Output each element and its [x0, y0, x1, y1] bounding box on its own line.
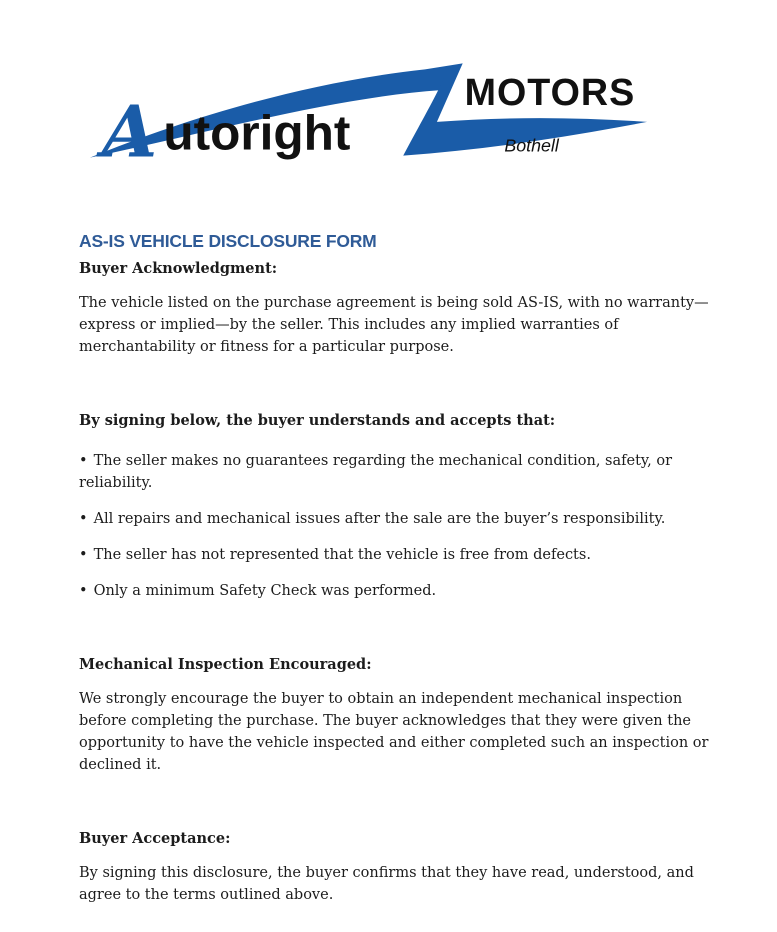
document-content	[0, 230, 719, 906]
document-title: AS-IS VEHICLE DISCLOSURE FORM	[79, 231, 377, 251]
bullet-text: The seller makes no guarantees regarding the mechanical condition, safety, or reliability.	[79, 453, 673, 491]
bullet-item	[79, 580, 719, 602]
bullet-marker: •	[79, 583, 88, 599]
dealership-logo	[88, 60, 653, 160]
logo-location-label: Bothell	[504, 135, 559, 156]
logo-brand-initial: A	[101, 89, 158, 160]
bullet-marker: •	[79, 453, 88, 469]
section-heading-by-signing-below: By signing below, the buyer understands and accepts that:	[79, 412, 556, 429]
paragraph-mechanical-inspection: We strongly encourage the buyer to obtain an independent mechanical inspection before completing the purchase. The buyer acknowledges that they were given the opportunity to have the vehicle inspected and either completed such an inspection or declined it.	[79, 691, 709, 773]
bullet-marker: •	[79, 511, 88, 527]
document-page	[0, 60, 777, 932]
section-heading-mechanical-inspection: Mechanical Inspection Encouraged:	[79, 656, 372, 673]
logo-brand-name: utoright	[163, 104, 351, 160]
bullet-item	[79, 508, 719, 530]
logo-motors-label: MOTORS	[464, 71, 636, 114]
section-heading-buyer-acceptance: Buyer Acceptance:	[79, 830, 231, 847]
bullet-text: All repairs and mechanical issues after the sale are the buyer’s responsibility.	[93, 511, 666, 527]
paragraph-buyer-acceptance: By signing this disclosure, the buyer confirms that they have read, understood, and agree to the terms outlined above.	[79, 865, 694, 903]
paragraph-buyer-acknowledgment: The vehicle listed on the purchase agreement is being sold AS-IS, with no warranty—express or implied—by the seller. This includes any implied warranties of merchantability or fitness for a particular purpose.	[79, 295, 709, 355]
bullet-item	[79, 544, 719, 566]
bullet-list	[79, 450, 719, 602]
bullet-text: The seller has not represented that the vehicle is free from defects.	[93, 547, 591, 563]
bullet-item	[79, 450, 719, 494]
bullet-text: Only a minimum Safety Check was performed.	[93, 583, 437, 599]
section-heading-buyer-acknowledgment: Buyer Acknowledgment:	[79, 260, 278, 277]
bullet-marker: •	[79, 547, 88, 563]
autoright-motors-logo-icon	[88, 60, 653, 160]
